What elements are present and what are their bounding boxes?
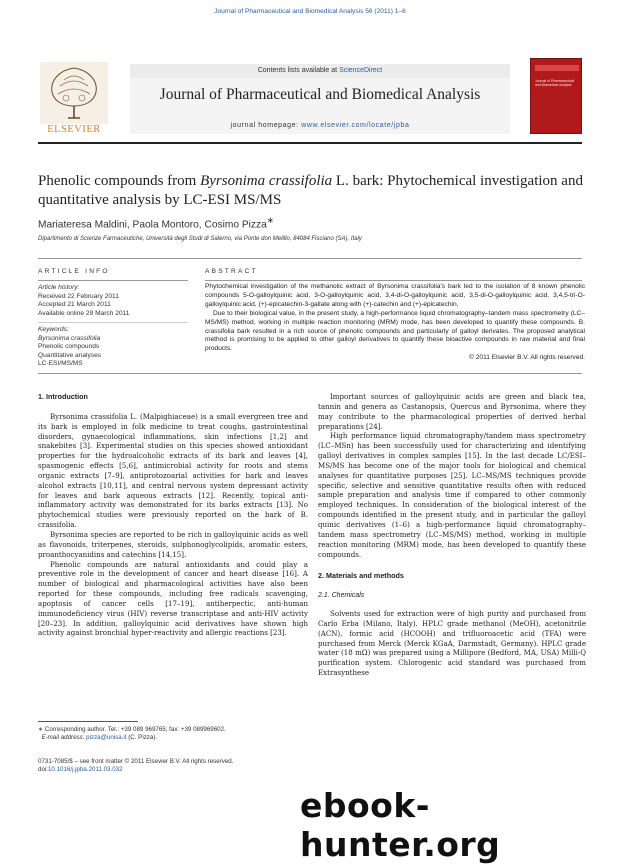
body-paragraph: Byrsonima species are reported to be rich in galloylquinic acids as well as flavonoids, triterpenes, steroids, sulphonoglycolipids, aromatic esters, proanthocyanidins and catechins [14,15]. <box>38 529 308 559</box>
journal-homepage <box>130 122 510 129</box>
corresponding-author-footnote <box>38 726 328 742</box>
body-column-left <box>38 392 308 638</box>
title-species: Byrsonima crassifolia <box>200 173 333 189</box>
affiliation: Dipartimento di Scienze Farmaceutiche, Università degli Studi di Salerno, via Ponte don Melillo, 84084 Fisciano (SA), Italy <box>38 236 362 242</box>
online-date: Available online 29 March 2011 <box>38 309 130 317</box>
header-divider <box>38 142 582 144</box>
homepage-prefix: journal homepage: <box>230 122 302 129</box>
abstract-bottom-divider <box>38 373 582 374</box>
article-title <box>38 172 598 210</box>
email-label: E-mail address: <box>41 734 87 741</box>
publisher-name: ELSEVIER <box>47 124 101 135</box>
keyword-item: Phenolic compounds <box>38 343 100 351</box>
contents-prefix: Contents lists available at <box>257 67 340 74</box>
footnote-contact <box>38 726 328 734</box>
email-suffix: (C. Pizza). <box>126 734 158 741</box>
keywords-block <box>38 326 188 369</box>
article-history <box>38 284 188 318</box>
footnote-divider <box>38 721 138 722</box>
abstract-body <box>205 283 585 363</box>
abstract-heading: ABSTRACT <box>205 268 258 275</box>
title-divider <box>38 258 582 259</box>
body-paragraph: Phenolic compounds are natural antioxidants and could play a preventive role in the development of cancer and heart disease [16]. A number of biological and pharmacological activities have also been reported for these compounds, including free radicals scavenging, apoptosis of cancer cells [17–19], antiherpectic, anti-human immunodeficiency virus (HIV) reverse transcriptase and anti-HIV activity [20–23]. In addition, galloylquinic acid derivatives have shown high activity against bronchial hyper-reactivity and allergic reactions [23]. <box>38 559 308 638</box>
body-paragraph: High performance liquid chromatography/tandem mass spectrometry (LC–MSn) has been successfully used for characterizing and identifying galloyl derivatives in complex samples [15]. In the last decade LC/ESI–MS/MS has become one of the major tools for biological and chemical analyses for quantitative purposes [25]. LC–MS/MS techniques provide specific, selective and sensitive quantitative results often with reduced sample preparation and analysis time if compared to other commonly employed techniques. In consideration of the biological interest of the compounds identified in the present study, and in particular the galloyl quinic derivatives (1–6) a high-performance liquid chromatography–tandem mass spectrometry (LC–MS/MS) method, working in multiple reaction monitoring (MRM) mode, has been developed to quantify these compounds. <box>318 431 586 559</box>
authors-text: Mariateresa Maldini, Paola Montoro, Cosimo Pizza <box>38 219 267 231</box>
title-text-end: L. bark: Phytochemical investigation and quantitative analysis by LC-ESI MS/MS <box>38 173 583 208</box>
cover-title: Journal of Pharmaceutical and Biomedical Analysis <box>535 79 575 87</box>
body-column-right <box>318 392 586 678</box>
keyword-item: Quantitative analyses <box>38 351 102 359</box>
corresponding-author-mark[interactable]: ∗ <box>266 215 274 225</box>
body-paragraph: Byrsonima crassifolia L. (Malpighiaceae) is a small evergreen tree and its bark is employed in folk medicine to treat coughs, gastrointestinal disorders, gynaecological inflammations, skin infections [1,2] and snakebites [3]. Experimental studies on this species showed antioxidant properties for the hydroalcoholic extracts of its bark and leaves [4], spasmogenic effects [5,6], antimicrobial activity for roots and stems organic extracts [7–9], antiprotozoarial activities for bark and leaves alcohol extracts [10,11], and central nervous system depressant activity for leaves and bark aqueous extracts [12]. Recently, topical anti-inflammatory activity was demonstrated for its barks extracts [13]. No phytochemical studies were previously reported on the bark of B. crassifolia. <box>38 411 308 530</box>
cover-banner <box>535 65 579 71</box>
keyword-item: Byrsonima crassifolia <box>38 334 101 342</box>
article-info-divider <box>38 280 188 281</box>
sciencedirect-link[interactable]: ScienceDirect <box>339 67 383 74</box>
footnote-email <box>38 734 328 742</box>
section-heading-materials: 2. Materials and methods <box>318 571 404 581</box>
contents-line <box>130 64 510 78</box>
watermark-text: ebook-hunter.org <box>300 786 501 864</box>
abstract-paragraph: Phytochemical investigation of the methanolic extract of Byrsonima crassifolia's bark led to the isolation of 8 known phenolic compounds 5-O-galloylquinic acid, 3-O-galloylquinic acid, 3,4-di-O-galloylquinic acid, 3,5-di-O-galloylquinic acid, 3,4,5-tri-O-galloylquinic acid, (+)-epicatechin-3-gallate along with (+)-catechin and (+)-epicatechin. <box>205 283 585 308</box>
footnote-text: Corresponding author. Tel.: +39 089 969765; fax: +39 089969602. <box>44 726 226 733</box>
doi-link[interactable]: 10.1016/j.jpba.2011.03.032 <box>47 766 123 774</box>
history-divider <box>38 322 188 323</box>
elsevier-tree-icon <box>40 62 108 124</box>
issn-line: 0731-7085/$ – see front matter © 2011 Elsevier B.V. All rights reserved. <box>38 758 234 765</box>
history-label: Article history: <box>38 284 80 291</box>
subsection-heading-chemicals: 2.1. Chemicals <box>318 592 365 600</box>
body-paragraph: Important sources of galloylquinic acids are green and black tea, tannin and genera as Castanopsis, Quercus and Byrsonima, where they may contribute to the pharmacological properties of derived herbal preparations [24]. <box>318 392 586 431</box>
email-link[interactable]: pizza@unisa.it <box>86 734 127 741</box>
abstract-paragraph: Due to their biological value, in the present study, a high-performance liquid chromatography–tandem mass spectrometry (LC–MS/MS) method, working in multiple reaction monitoring (MRM) mode, has been developed to quantify these compounds. B. crassifolia bark resulted in a rich source of phenolic compounds and particularly of galloyl derivates. The proposed analytical method is promising to be applied to other galloyl derivatives to quantify these bioactive compounds in raw material and final products. <box>205 309 585 353</box>
section-heading-introduction: 1. Introduction <box>38 392 88 401</box>
doi-label: doi: <box>38 766 48 774</box>
article-info-heading: ARTICLE INFO <box>38 268 110 275</box>
body-paragraph: Solvents used for extraction were of high purity and purchased from Carlo Erba (Milano, Italy). HPLC grade methanol (MeOH), acetonitrile (ACN), formic acid (HCOOH) and trifluoroacetic acid (TFA) were purchased from Merck (Merck KGaA, Darmstadt, Germany). HPLC grade water (18 mΩ) was prepared using a Millipore (Bedford, MA, USA) Milli-Q purification system. Chlorogenic acid standard was purchased from Extrasynthese <box>318 609 586 678</box>
issn-block <box>38 758 338 774</box>
footnote-mark: ∗ <box>38 726 44 733</box>
running-journal-citation[interactable]: Journal of Pharmaceutical and Biomedical Analysis 56 (2011) 1–6 <box>214 8 406 15</box>
journal-title: Journal of Pharmaceutical and Biomedical Analysis <box>159 86 481 103</box>
abstract-copyright: © 2011 Elsevier B.V. All rights reserved. <box>469 354 585 362</box>
received-date: Received 22 February 2011 <box>38 292 119 300</box>
doi-line <box>38 766 338 774</box>
accepted-date: Accepted 21 March 2011 <box>38 301 111 309</box>
homepage-url-link[interactable]: www.elsevier.com/locate/jpba <box>301 122 410 129</box>
title-text-start: Phenolic compounds from <box>38 173 201 189</box>
journal-cover-thumbnail[interactable] <box>530 58 582 134</box>
keyword-item: LC-ESI/MS/MS <box>38 360 83 368</box>
author-list <box>38 215 274 230</box>
abstract-divider <box>205 280 582 281</box>
keywords-label: Keywords: <box>38 326 69 333</box>
